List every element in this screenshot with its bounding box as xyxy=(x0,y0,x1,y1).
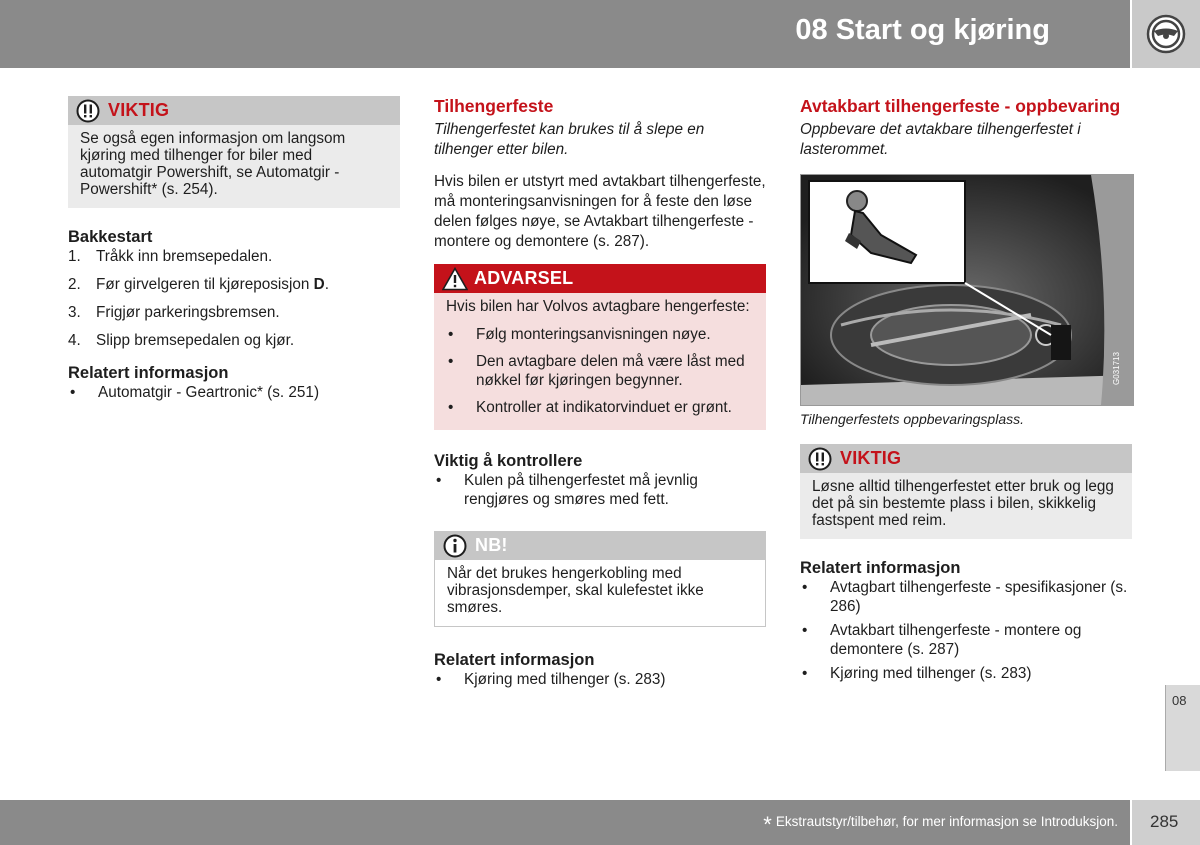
warning-list xyxy=(446,325,754,417)
warning-intro: Hvis bilen har Volvos avtagbare hengerfeste: xyxy=(446,298,750,315)
related-link[interactable]: • Kjøring med tilhenger (s. 283) xyxy=(802,665,1032,682)
related-link[interactable]: • Avtagbart tilhengerfeste - spesifikasjoner (s. 286) xyxy=(802,579,1128,615)
list-item: 4. Slipp bremsepedalen og kjør. xyxy=(68,332,295,349)
note-title: NB! xyxy=(475,535,508,555)
list-item: • Kontroller at indikatorvinduet er grønt. xyxy=(448,399,732,416)
list-item: 1. Tråkk inn bremsepedalen. xyxy=(68,248,273,265)
related-link[interactable]: • Automatgir - Geartronic* (s. 251) xyxy=(70,384,320,401)
viktig-box-header xyxy=(68,96,400,125)
related-heading: Relatert informasjon xyxy=(800,559,961,577)
viktig-title: VIKTIG xyxy=(108,100,170,120)
important-icon xyxy=(808,447,832,471)
warning-triangle-icon xyxy=(442,267,468,291)
bakkestart-steps xyxy=(68,247,400,350)
viktig-box xyxy=(800,444,1132,539)
warning-title: ADVARSEL xyxy=(474,268,574,288)
list-item: 2. Før girvelgeren til kjøreposisjon D. xyxy=(68,276,329,293)
photo-caption: Tilhengerfestets oppbevaringsplass. xyxy=(800,411,1025,427)
chapter-title: 08 Start og kjøring xyxy=(795,14,1050,46)
viktig-box-header xyxy=(800,444,1132,473)
section-title: Avtakbart tilhengerfeste - oppbevaring xyxy=(800,96,1121,116)
viktig-title: VIKTIG xyxy=(840,448,902,468)
related-list xyxy=(800,578,1132,683)
related-heading: Relatert informasjon xyxy=(434,651,595,669)
column-3 xyxy=(800,96,1132,688)
viktig-box xyxy=(68,96,400,208)
footer-bar xyxy=(0,800,1130,845)
chapter-icon-box xyxy=(1132,0,1200,68)
warning-box xyxy=(434,264,766,430)
related-list xyxy=(434,670,766,689)
section-intro: Tilhengerfestet kan brukes til å slepe en tilhenger etter bilen. xyxy=(434,121,705,158)
column-2 xyxy=(434,96,766,694)
trunk-illustration xyxy=(801,175,1133,405)
check-list xyxy=(434,471,766,509)
body-text: Hvis bilen er utstyrt med avtakbart tilhengerfeste, må monteringsanvisningen for å feste den løse delen følges nøye, se Avtakbart tilhengerfeste - montere og demontere (s. 287). xyxy=(434,173,766,250)
footnote-star: * xyxy=(763,812,772,837)
note-box-header xyxy=(435,531,765,560)
related-link[interactable]: • Kjøring med tilhenger (s. 283) xyxy=(436,671,666,688)
section-title: Tilhengerfeste xyxy=(434,96,554,116)
image-code: G031713 xyxy=(1112,352,1121,385)
list-item: • Følg monteringsanvisningen nøye. xyxy=(448,326,711,343)
important-icon xyxy=(76,99,100,123)
column-1 xyxy=(68,96,400,407)
chapter-header-bar xyxy=(0,0,1130,68)
chapter-side-tab[interactable] xyxy=(1165,685,1200,771)
warning-box-header xyxy=(434,264,766,293)
page-number-box xyxy=(1132,800,1200,845)
steering-wheel-icon xyxy=(1146,14,1186,54)
viktig-text: Se også egen informasjon om langsom kjøring med tilhenger for biler med automatgir Powershift, se Automatgir - Powershift* (s. 254). xyxy=(80,130,346,198)
list-item: • Den avtagbare delen må være låst med nøkkel før kjøringen begynner. xyxy=(448,353,745,389)
related-heading: Relatert informasjon xyxy=(68,364,229,382)
chapter-tab-label: 08 xyxy=(1172,693,1187,708)
page-number: 285 xyxy=(1150,812,1179,831)
related-link[interactable]: • Avtakbart tilhengerfeste - montere og demontere (s. 287) xyxy=(802,622,1082,658)
list-item: • Kulen på tilhengerfestet må jevnlig rengjøres og smøres med fett. xyxy=(436,472,698,508)
trunk-storage-photo xyxy=(800,174,1134,406)
bakkestart-heading: Bakkestart xyxy=(68,228,153,246)
note-box xyxy=(434,531,766,627)
footnote-text: Ekstrautstyr/tilbehør, for mer informasjon se Introduksjon. xyxy=(775,814,1118,829)
footnote xyxy=(763,812,1118,838)
section-intro: Oppbevare det avtakbare tilhengerfestet i lasterommet. xyxy=(800,121,1081,158)
related-list xyxy=(68,383,400,402)
check-heading: Viktig å kontrollere xyxy=(434,452,583,470)
note-text: Når det brukes hengerkobling med vibrasjonsdemper, skal kulefestet ikke smøres. xyxy=(447,565,704,616)
viktig-text: Løsne alltid tilhengerfestet etter bruk og legg det på sin bestemte plass i bilen, skikkelig fastspent med reim. xyxy=(812,478,1114,529)
info-icon xyxy=(443,534,467,558)
list-item: 3. Frigjør parkeringsbremsen. xyxy=(68,304,280,321)
